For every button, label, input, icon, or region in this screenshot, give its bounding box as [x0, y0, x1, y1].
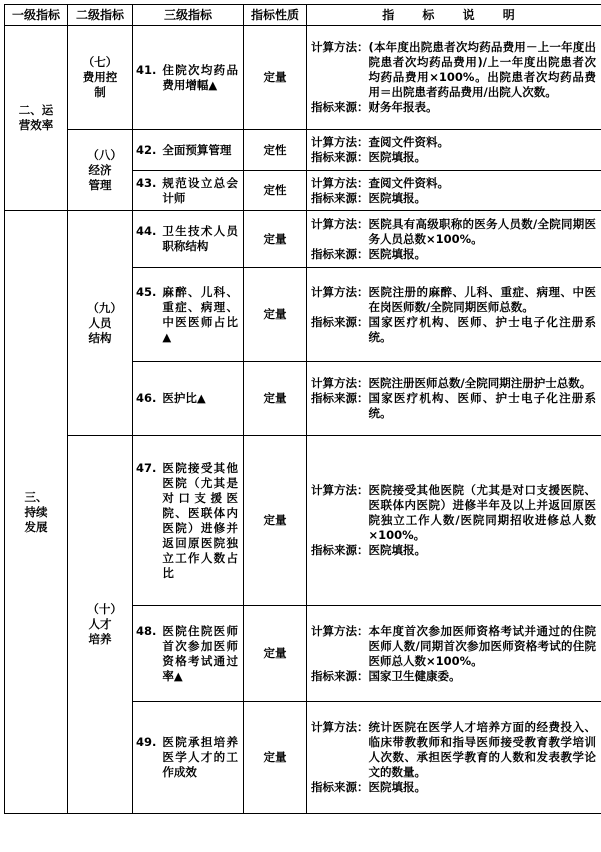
indicator-cell [133, 606, 244, 702]
method-text: 医院注册医师总数/全院同期注册护士总数。 [368, 376, 592, 390]
method-text: 查阅文件资料。 [368, 175, 449, 190]
explanation-cell [307, 268, 601, 362]
method-label: 计算方法： [311, 175, 369, 190]
indicator-cell [133, 436, 244, 606]
table-row [5, 436, 601, 606]
source-label: 指标来源： [311, 314, 369, 329]
indicator-number: 47. [136, 460, 157, 475]
method-text: 医院具有高级职称的医务人员数/全院同期医务人员总数×100%。 [368, 216, 596, 246]
explanation-cell [307, 606, 601, 702]
indicator-number: 41. [136, 62, 157, 77]
indicator-name: 医院住院医师首次参加医师资格考试通过率▲ [162, 623, 238, 683]
nature-cell: 定性 [244, 171, 307, 211]
source-label: 指标来源： [311, 668, 369, 683]
explanation-cell [307, 171, 601, 211]
method-text: 医院注册的麻醉、儿科、重症、病理、中医在岗医师数/全院同期医师总数。 [368, 284, 596, 314]
explanation-cell [307, 436, 601, 606]
explanation-cell [307, 211, 601, 268]
source-text: 医院填报。 [368, 150, 426, 164]
explanation-cell [307, 130, 601, 171]
indicator-name: 医院接受其他医院（尤其是对口支援医院、医联体内医院）进修并返回原医院独立工作人数占比 [162, 460, 238, 580]
method-text: (本年度出院患者次均药品费用－上一年度出院患者次均药品费用)/上一年度出院患者次均药品费用×100%。出院患者次均药品费用＝出院患者药品费用/出院人次数。 [368, 40, 596, 99]
method-label: 计算方法： [311, 376, 369, 390]
indicator-name: 医护比▲ [162, 391, 206, 405]
source-text: 国家医疗机构、医师、护士电子化注册系统。 [368, 391, 596, 420]
level2-label: （八）经济管理 [87, 147, 122, 192]
indicator-cell [133, 26, 244, 130]
method-text: 查阅文件资料。 [368, 135, 449, 149]
source-label: 指标来源： [311, 150, 369, 164]
method-label: 计算方法： [311, 40, 369, 54]
indicator-cell [133, 130, 244, 171]
indicator-number: 44. [136, 224, 157, 238]
explanation-cell [307, 362, 601, 436]
indicator-name: 住院次均药品费用增幅▲ [162, 62, 238, 92]
level2-label: （七）费用控制 [82, 55, 118, 99]
source-text: 国家卫生健康委。 [368, 668, 461, 683]
nature-cell: 定量 [244, 268, 307, 362]
level2-cell [68, 130, 133, 211]
source-text: 医院填报。 [368, 543, 426, 557]
source-label: 指标来源： [311, 780, 369, 794]
level1-label: 二、运营效率 [18, 103, 54, 132]
source-label: 指标来源： [311, 100, 369, 114]
indicator-number: 42. [136, 142, 157, 157]
explanation-cell [307, 702, 601, 814]
header-row [5, 5, 601, 26]
indicator-number: 48. [136, 623, 157, 638]
source-text: 医院填报。 [368, 190, 426, 205]
table-row [5, 130, 601, 171]
indicator-number: 49. [136, 735, 157, 749]
level1-cell [5, 26, 68, 211]
nature-cell: 定性 [244, 130, 307, 171]
indicator-name: 麻醉、儿科、重症、病理、中医医师占比▲ [162, 284, 238, 344]
source-text: 财务年报表。 [368, 100, 438, 114]
method-label: 计算方法： [311, 720, 369, 734]
method-label: 计算方法： [311, 623, 369, 638]
indicator-cell [133, 362, 244, 436]
source-text: 国家医疗机构、医师、护士电子化注册系统。 [368, 314, 596, 344]
level2-cell [68, 436, 133, 814]
source-label: 指标来源： [311, 246, 369, 261]
indicator-cell [133, 211, 244, 268]
method-label: 计算方法： [311, 483, 369, 497]
method-text: 统计医院在医学人才培养方面的经费投入、临床带教教师和指导医师接受教育教学培训人次数、承担医学教育的人数和发表教学论文的数量。 [368, 720, 596, 779]
indicator-number: 43. [136, 175, 157, 190]
indicator-cell [133, 171, 244, 211]
nature-cell: 定量 [244, 26, 307, 130]
level2-cell [68, 26, 133, 130]
header-level2: 二级指标 [68, 5, 133, 26]
method-label: 计算方法： [311, 284, 369, 299]
indicator-name: 医院承担培养医学人才的工作成效 [162, 735, 238, 779]
level2-label: （九）人员结构 [87, 300, 122, 345]
nature-cell: 定量 [244, 211, 307, 268]
nature-cell: 定量 [244, 362, 307, 436]
indicator-cell [133, 702, 244, 814]
source-text: 医院填报。 [368, 246, 426, 261]
source-label: 指标来源： [311, 190, 369, 205]
indicator-name: 全面预算管理 [162, 142, 232, 157]
level1-label: 三、持续发展 [24, 489, 48, 534]
table-row [5, 26, 601, 130]
method-text: 本年度首次参加医师资格考试并通过的住院医师人数/同期首次参加医师资格考试的住院医师总人数×100%。 [368, 623, 596, 668]
method-label: 计算方法： [311, 135, 369, 149]
level2-cell [68, 211, 133, 436]
nature-cell: 定量 [244, 606, 307, 702]
level2-label: （十）人才培养 [87, 602, 122, 646]
indicator-table [4, 4, 601, 814]
nature-cell: 定量 [244, 702, 307, 814]
method-label: 计算方法： [311, 216, 369, 231]
explanation-cell [307, 26, 601, 130]
header-nature: 指标性质 [244, 5, 307, 26]
level1-cell [5, 211, 68, 814]
nature-cell: 定量 [244, 436, 307, 606]
indicator-number: 46. [136, 391, 157, 405]
method-text: 医院接受其他医院（尤其是对口支援医院、医联体内医院）进修半年及以上并返回原医院独立工作人数/医院同期招收进修总人数×100%。 [368, 483, 596, 542]
source-text: 医院填报。 [368, 780, 426, 794]
indicator-name: 卫生技术人员职称结构 [162, 224, 238, 253]
indicator-name: 规范设立总会计师 [162, 175, 238, 205]
table-row [5, 211, 601, 268]
indicator-cell [133, 268, 244, 362]
source-label: 指标来源： [311, 543, 369, 557]
indicator-number: 45. [136, 284, 157, 299]
header-level3: 三级指标 [133, 5, 244, 26]
header-explanation: 指 标 说 明 [307, 5, 601, 26]
header-level1: 一级指标 [5, 5, 68, 26]
source-label: 指标来源： [311, 391, 369, 405]
